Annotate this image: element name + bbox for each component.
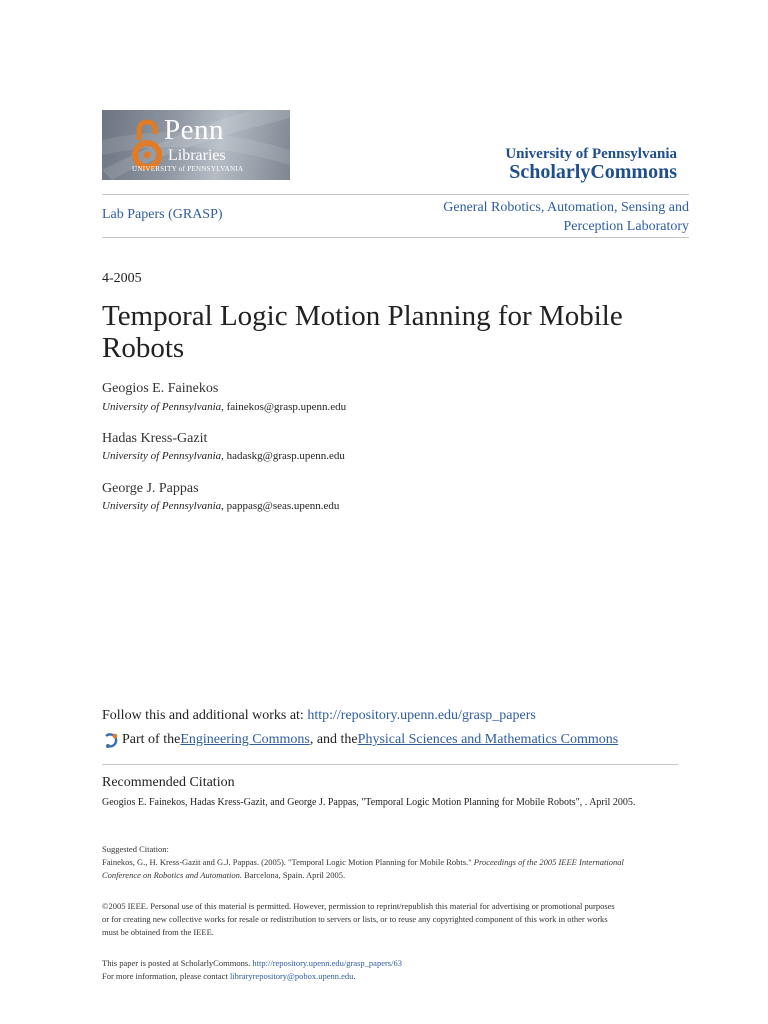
part-of-text: Part of the — [122, 732, 181, 747]
suggested-citation-line1 — [102, 856, 677, 869]
author-institution: University of Pennsylvania — [102, 500, 222, 512]
copyright-notice — [102, 900, 677, 939]
contact-line — [102, 970, 677, 983]
author-email: , fainekos@grasp.upenn.edu — [221, 401, 347, 413]
breadcrumb-department-line1: General Robotics, Automation, Sensing and — [443, 200, 689, 215]
copyright-line3: must be obtained from the IEEE. — [102, 927, 214, 937]
proceedings-title: Proceedings of the 2005 IEEE International — [473, 857, 624, 867]
breadcrumb-department-link[interactable] — [429, 198, 689, 236]
author-institution: University of Pennsylvania — [102, 401, 222, 413]
logo-word-penn: Penn — [164, 114, 224, 146]
scholarly-commons-link[interactable]: ScholarlyCommons — [509, 161, 677, 183]
posted-line — [102, 957, 677, 970]
recommended-citation-heading: Recommended Citation — [102, 775, 235, 790]
part-of-line — [102, 731, 618, 749]
penn-libraries-logo[interactable] — [102, 110, 290, 180]
logo-word-libraries: Libraries — [168, 147, 226, 164]
network-commons-icon — [102, 731, 120, 749]
follow-line — [102, 708, 536, 724]
author-affiliation — [102, 401, 346, 413]
divider-top — [102, 194, 689, 195]
conference-location: Barcelona, Spain. April 2005. — [242, 870, 346, 880]
university-name[interactable]: University of Pennsylvania — [505, 146, 677, 162]
author-name: George J. Pappas — [102, 481, 199, 496]
copyright-line2: or for creating new collective works for resale or redistribution to servers or lists, or to reuse any copyrighted component of this work in other works — [102, 914, 608, 924]
follow-text: Follow this and additional works at: — [102, 708, 308, 723]
divider-citation — [102, 764, 678, 765]
engineering-commons-link[interactable]: Engineering Commons — [180, 732, 310, 747]
recommended-citation-text: Geogios E. Fainekos, Hadas Kress-Gazit, and George J. Pappas, "Temporal Logic Motion Planning for Mobile Robots", . April 2005. — [102, 797, 636, 808]
conference-name: Conference on Robotics and Automation. — [102, 870, 242, 880]
logo-subtitle: UNIVERSITY of PENNSYLVANIA — [132, 165, 244, 173]
paper-title: Temporal Logic Motion Planning for Mobile Robots — [102, 300, 623, 364]
suggested-citation-text: Fainekos, G., H. Kress-Gazit and G.J. Pappas. (2005). "Temporal Logic Motion Planning for Mobile Robts." — [102, 857, 474, 867]
copyright-line1: ©2005 IEEE. Personal use of this material is permitted. However, permission to reprint/republish this material for advertising or promotional purposes — [102, 901, 615, 911]
posting-footer — [102, 957, 677, 983]
contact-text: For more information, please contact — [102, 971, 230, 981]
breadcrumb-department-line2: Perception Laboratory — [563, 219, 689, 234]
contact-end: . — [353, 971, 356, 981]
contact-email-link[interactable]: libraryrepository@pobox.upenn.edu — [229, 971, 354, 981]
author-name: Geogios E. Fainekos — [102, 381, 219, 396]
author-institution: University of Pennsylvania — [102, 450, 222, 462]
author-affiliation — [102, 450, 345, 462]
suggested-citation-line2 — [102, 869, 677, 882]
author-email: , hadaskg@grasp.upenn.edu — [221, 450, 345, 462]
author-name: Hadas Kress-Gazit — [102, 431, 208, 446]
breadcrumb-lab-papers-link[interactable]: Lab Papers (GRASP) — [102, 207, 223, 222]
suggested-citation-block — [102, 843, 677, 882]
author-email: , pappasg@seas.upenn.edu — [221, 500, 340, 512]
divider-breadcrumb — [102, 237, 689, 238]
paper-url-link[interactable]: http://repository.upenn.edu/grasp_papers/63 — [252, 958, 402, 968]
posted-text: This paper is posted at ScholarlyCommons. — [102, 958, 253, 968]
physical-sciences-commons-link[interactable]: Physical Sciences and Mathematics Commons — [357, 732, 619, 747]
repository-url-link[interactable]: http://repository.upenn.edu/grasp_papers — [307, 708, 536, 723]
author-affiliation — [102, 500, 339, 512]
and-the-text: , and the — [309, 732, 358, 747]
publication-date: 4-2005 — [102, 271, 142, 286]
suggested-citation-label: Suggested Citation: — [102, 844, 169, 854]
